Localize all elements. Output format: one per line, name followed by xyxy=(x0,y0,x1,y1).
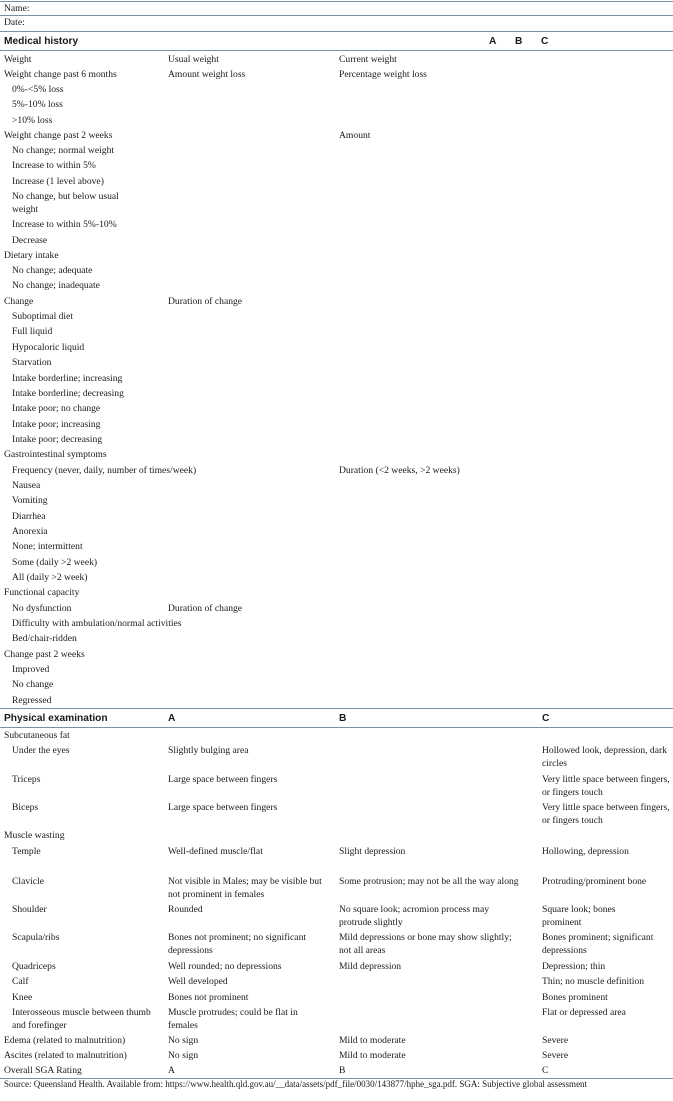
list-item: Intake poor; increasing xyxy=(12,419,101,430)
clavicle-label: Clavicle xyxy=(12,876,44,887)
date-field-label: Date: xyxy=(4,17,25,28)
list-item: No change xyxy=(12,679,54,690)
temple-c: Hollowing, depression xyxy=(542,846,629,857)
edema-b: Mild to moderate xyxy=(339,1035,406,1046)
percentage-weight-loss-label: Percentage weight loss xyxy=(339,69,427,80)
shoulder-label: Shoulder xyxy=(12,904,47,915)
temple-label: Temple xyxy=(12,846,41,857)
list-item: None; intermittent xyxy=(12,541,83,552)
temple-a: Well-defined muscle/flat xyxy=(168,846,263,857)
knee-c: Bones prominent xyxy=(542,992,608,1003)
interosseous-a: Muscle protrudes; could be flat in females xyxy=(168,1007,298,1031)
current-weight-label: Current weight xyxy=(339,54,397,65)
list-item: Increase to within 5%-10% xyxy=(12,219,117,230)
weight-change-6mo-label: Weight change past 6 months xyxy=(4,69,117,80)
col-a-header: A xyxy=(489,36,497,47)
usual-weight-label: Usual weight xyxy=(168,54,219,65)
functional-capacity-label: Functional capacity xyxy=(4,587,80,598)
list-item: No change; normal weight xyxy=(12,145,115,156)
func-duration-label: Duration of change xyxy=(168,603,243,614)
list-item: Intake borderline; increasing xyxy=(12,373,123,384)
quadriceps-a: Well rounded; no depressions xyxy=(168,961,282,972)
name-field-label: Name: xyxy=(4,3,30,14)
overall-sga-a: A xyxy=(168,1065,175,1076)
calf-c: Thin; no muscle definition xyxy=(542,976,645,987)
list-item: Bed/chair-ridden xyxy=(12,633,77,644)
col-b-header: B xyxy=(515,36,523,47)
duration-of-change-label: Duration of change xyxy=(168,296,243,307)
biceps-label: Biceps xyxy=(12,802,39,813)
gi-duration-label: Duration (<2 weeks, >2 weeks) xyxy=(339,465,460,476)
list-item: No dysfunction xyxy=(12,603,72,614)
list-item: Some (daily >2 week) xyxy=(12,557,98,568)
quadriceps-label: Quadriceps xyxy=(12,961,56,972)
list-item: Difficulty with ambulation/normal activities xyxy=(12,618,182,629)
list-item: Increase to within 5% xyxy=(12,160,96,171)
list-item: >10% loss xyxy=(12,115,53,126)
list-item: Regressed xyxy=(12,695,52,706)
eyes-c: Hollowed look, depression, dark circles xyxy=(542,745,667,769)
table-top-rule xyxy=(0,1,673,2)
list-item: Diarrhea xyxy=(12,511,46,522)
physical-exam-heading: Physical examination xyxy=(4,713,108,724)
clavicle-c: Protruding/prominent bone xyxy=(542,876,647,887)
source-footnote: Source: Queensland Health. Available from: https://www.health.qld.gov.au/__data/assets/pdf_file/0030/143877/hphe_sga.pdf. SGA: Subjective global assessment xyxy=(4,1079,588,1089)
list-item: Improved xyxy=(12,664,50,675)
phys-col-b-header: B xyxy=(339,713,347,724)
scapula-c: Bones prominent; significant depressions xyxy=(542,932,654,956)
phys-col-a-header: A xyxy=(168,713,176,724)
list-item: Starvation xyxy=(12,357,52,368)
ascites-label: Ascites (related to malnutrition) xyxy=(4,1050,127,1061)
list-item: 0%-<5% loss xyxy=(12,84,64,95)
overall-sga-b: B xyxy=(339,1065,346,1076)
rule xyxy=(0,31,673,32)
list-item: Increase (1 level above) xyxy=(12,176,104,187)
scapula-b: Mild depressions or bone may show slightly; not all areas xyxy=(339,932,512,956)
list-item: Anorexia xyxy=(12,526,48,537)
amount-label: Amount xyxy=(339,130,371,141)
phys-col-c-header: C xyxy=(542,713,550,724)
rule xyxy=(0,15,673,16)
triceps-a: Large space between fingers xyxy=(168,774,278,785)
list-item: Vomiting xyxy=(12,495,48,506)
temple-b: Slight depression xyxy=(339,846,406,857)
list-item: No change; inadequate xyxy=(12,280,100,291)
list-item: Intake poor; no change xyxy=(12,403,101,414)
overall-sga-label: Overall SGA Rating xyxy=(4,1065,82,1076)
list-item: Suboptimal diet xyxy=(12,311,74,322)
dietary-intake-label: Dietary intake xyxy=(4,250,59,261)
shoulder-c: Square look; bones prominent xyxy=(542,904,616,928)
edema-a: No sign xyxy=(168,1035,199,1046)
eyes-label: Under the eyes xyxy=(12,745,70,756)
biceps-c: Very little space between fingers, or fingers touch xyxy=(542,802,670,826)
clavicle-a: Not visible in Males; may be visible but not prominent in females xyxy=(168,876,322,900)
edema-label: Edema (related to malnutrition) xyxy=(4,1035,126,1046)
interosseous-c: Flat or depressed area xyxy=(542,1007,626,1018)
list-item: Nausea xyxy=(12,480,41,491)
rule xyxy=(0,708,673,709)
overall-sga-c: C xyxy=(542,1065,549,1076)
subcutaneous-fat-label: Subcutaneous fat xyxy=(4,730,70,741)
rule xyxy=(0,50,673,51)
biceps-a: Large space between fingers xyxy=(168,802,278,813)
list-item: No change, but below usual weight xyxy=(12,191,119,215)
ascites-a: No sign xyxy=(168,1050,199,1061)
list-item: Decrease xyxy=(12,235,48,246)
list-item: 5%-10% loss xyxy=(12,99,63,110)
scapula-label: Scapula/ribs xyxy=(12,932,60,943)
ascites-c: Severe xyxy=(542,1050,569,1061)
scapula-a: Bones not prominent; no significant depressions xyxy=(168,932,307,956)
shoulder-b: No square look; acromion process may protrude slightly xyxy=(339,904,489,928)
medical-history-heading: Medical history xyxy=(4,36,79,47)
clavicle-b: Some protrusion; may not be all the way along xyxy=(339,876,519,887)
interosseous-label: Interosseous muscle between thumb and forefinger xyxy=(12,1007,151,1031)
quadriceps-b: Mild depression xyxy=(339,961,402,972)
rule xyxy=(0,727,673,728)
list-item: Full liquid xyxy=(12,326,53,337)
knee-a: Bones not prominent xyxy=(168,992,249,1003)
weight-label: Weight xyxy=(4,54,32,65)
change-past-2wk-label: Change past 2 weeks xyxy=(4,649,85,660)
calf-a: Well developed xyxy=(168,976,228,987)
list-item: Hypocaloric liquid xyxy=(12,342,85,353)
change-label: Change xyxy=(4,296,34,307)
muscle-wasting-label: Muscle wasting xyxy=(4,830,65,841)
shoulder-a: Rounded xyxy=(168,904,203,915)
triceps-c: Very little space between fingers, or fingers touch xyxy=(542,774,670,798)
knee-label: Knee xyxy=(12,992,33,1003)
list-item: All (daily >2 week) xyxy=(12,572,88,583)
gi-symptoms-label: Gastrointestinal symptoms xyxy=(4,449,107,460)
amount-weight-loss-label: Amount weight loss xyxy=(168,69,246,80)
frequency-label: Frequency (never, daily, number of times/week) xyxy=(12,465,197,476)
eyes-a: Slightly bulging area xyxy=(168,745,249,756)
weight-change-2wk-label: Weight change past 2 weeks xyxy=(4,130,113,141)
ascites-b: Mild to moderate xyxy=(339,1050,406,1061)
col-c-header: C xyxy=(541,36,549,47)
quadriceps-c: Depression; thin xyxy=(542,961,606,972)
calf-label: Calf xyxy=(12,976,29,987)
triceps-label: Triceps xyxy=(12,774,41,785)
list-item: Intake poor; decreasing xyxy=(12,434,103,445)
edema-c: Severe xyxy=(542,1035,569,1046)
list-item: Intake borderline; decreasing xyxy=(12,388,124,399)
list-item: No change; adequate xyxy=(12,265,93,276)
